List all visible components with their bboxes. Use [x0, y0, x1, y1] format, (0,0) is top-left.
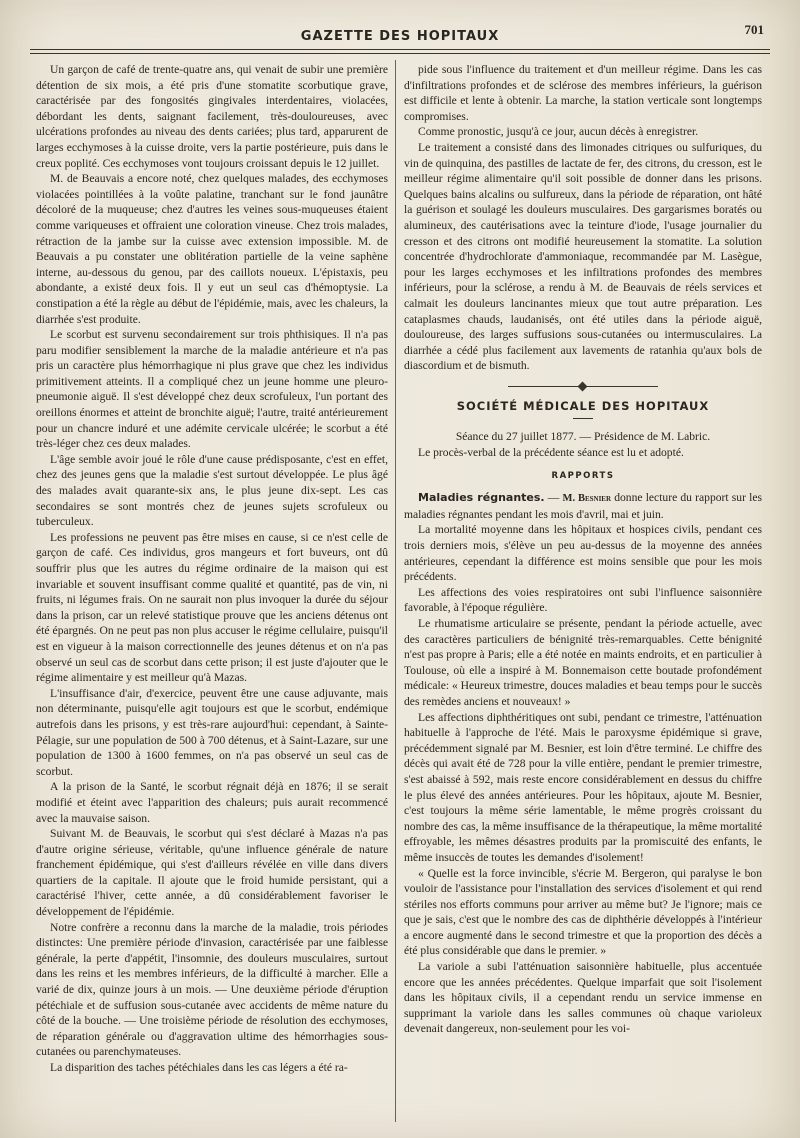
paragraph: Notre confrère a reconnu dans la marche de la maladie, trois périodes distinctes: Une première période d'invasion, caractérisée par une faiblesse générale, la perte d'appétit, l'insomnie, des douleurs musculaires, surtout dans les reins et les membres inférieurs, de la difficulté à marcher. Elle a varié de dix, quinze jours à un mois. — Une deuxième période d'éruption pétéchiale et de suffusion sous-cutanée avec accidents de même nature du côté de la bouche. — Une troisième période de résolution des ecchymoses, de réparation générale ou d'aggravation ultime des hémorrhagies sous-cutanées ou parenchymateuses.	[36, 920, 388, 1059]
section-separator	[508, 383, 658, 389]
paragraph: L'insuffisance d'air, d'exercice, peuvent être une cause adjuvante, mais non déterminante, puisqu'elle agit toujours est que le scorbut, endémique autrefois dans les prisons, y est très-rare aujourd'hui: cependant, à Sainte-Pélagie, sur une population de 500 à 700 détenus, et à Saint-Lazare, sur une population de 1300 à 1600 femmes, on n'a pas observé un seul cas de scorbut.	[36, 686, 388, 778]
paragraph: Comme pronostic, jusqu'à ce jour, aucun décès à enregistrer.	[418, 125, 699, 139]
paragraph: M. de Beauvais a encore noté, chez quelques malades, des ecchymoses violacées pointillées à la voûte palatine, tranchant sur le fond jaunâtre décoloré de la muqueuse; chez d'autres les veines sous-muqueuses étaient comme variqueuses et offraient une coloration vineuse. Chez trois malades, rétraction de la jambe sur la cuisse avec extension impossible. M. de Beauvais a pu constater une oblitération partielle de la veine saphène interne, au-dessous du genou, par des caillots noueux. L'épistaxis, peu abondante, a existé deux fois. Il y eut un seul cas d'hémoptysie. La constipation a été la règle au début de l'épidémie, mais, avec les chaleurs, la diarrhée s'est produite.	[36, 172, 388, 326]
paragraph: Le traitement a consisté dans des limonades citriques ou sulfuriques, du vin de quinquina, des pastilles de lactate de fer, des citrons, du cresson, est le meilleur régime alimentaire qu'il soit possible de donner dans les prisons. Quelques bains alcalins ou sulfureux, dans la période de réparation, ont hâté la guérison et soulagé les douleurs musculaires. Des gargarismes boratés ou alumineux, des cautérisations avec la teinture d'iode, l'usage journalier du cresson et des citrons ont modifié heureusement la stomatite. La solution concentrée d'hydrochlorate d'ammoniaque, recommandée par M. Lasègue, pour les larges ecchymoses et les infiltrations profondes des membres inférieurs, pour la sclérose, a rendu à M. de Beauvais de réels services et calmait les douleurs lancinantes mieux que tout autre préparation. Les cataplasmes chauds, laudanisés, ont été utiles dans la période aiguë, douloureuse, des larges suffusions sous-cutanées ou intermusculaires. La diarrhée a cédé plus facilement aux lavements de ratanhia qu'aux bols de diascordium et de bismuth.	[404, 140, 762, 373]
paragraph: Un garçon de café de trente-quatre ans, qui venait de subir une première détention de six mois, a été pris d'une stomatite scorbutique grave, caractérisée par des fongosités gingivales interdentaires, violacées, débordant les dents, saignant facilement, très-douloureuses, avec ulcérations profondes au niveau des dents cariées; plus tard, apparurent de larges ecchymoses à la cuisse droite, vers la partie postérieure, puis dans le creux poplité. Ces ecchymoses vont toujours croissant depuis le 12 juillet.	[36, 63, 388, 170]
paragraph: L'âge semble avoir joué le rôle d'une cause prédisposante, c'est en effet, chez des jeunes gens que la maladie s'est surtout développée. Le plus âgé des malades avait quarante-six ans, le plus jeune dix-sept. Les cas secondaires se sont montrés chez de jeunes sujets scrofuleux ou tuberculeux.	[36, 452, 388, 529]
column-divider	[395, 60, 396, 1122]
reports-heading: RAPPORTS	[551, 470, 615, 481]
left-column	[36, 62, 388, 1122]
right-column	[404, 62, 762, 1122]
paragraph: La variole a subi l'atténuation saisonnière habituelle, plus accentuée encore que les années précédentes. Quelque imparfait que soit l'isolement dans les hôpitaux civils, il a cependant rendu un service immense en supprimant la variole dans les salles communes où chaque varioleux devenait dangereux, non-seulement pour les voi-	[404, 960, 762, 1036]
header-rule-thin	[30, 53, 770, 54]
paragraph: Les affections diphthéritiques ont subi, pendant ce trimestre, l'atténuation habituelle à l'approche de l'été. Mais le paroxysme épidémique si grave, précédemment signalé par M. Besnier, est loin d'être terminé. Le chiffre des décès qui avait été de 728 pour la ville entière, pendant le premier trimestre, s'est abaissé à 592, mais reste encore considérablement en dessus du chiffre le plus élevé des années antérieures. Pour les hôpitaux, ajoute M. Besnier, c'est toujours la même série lamentable, le même progrès croissant du nombre des cas, la même insuffisance de la thérapeutique, la même mortalité effroyable, les mêmes désastres produits par la promiscuité des enfants, le même insuccès de toutes les demandes d'isolement!	[404, 710, 762, 864]
paragraph: Les professions ne peuvent pas être mises en cause, si ce n'est celle de garçon de café. Ces individus, gros mangeurs et fort buveurs, ont dû souffrir plus que les autres du régime ordinaire de la maison qui est invariable et souvent insuffisant comme qualité et quantité, pas de vin, ni fruits, ni légumes frais. On ne saurait non plus invoquer la durée du séjour dans la prison, car un relevé statistique prouve que les anciens détenus ont été épargnés. On ne peut pas non plus accuser le régime cellulaire, puisqu'il est en vigueur à la maison correctionnelle des jeunes détenus et on n'a pas observé un seul cas de scorbut dans cette prison; il est juste d'ajouter que le régime alimentaire y est meilleur qu'à Mazas.	[36, 530, 388, 685]
topic-lead: donne lecture du rapport sur les maladies régnantes pendant les mois d'avril, mai et juin.	[404, 491, 762, 521]
paragraph: « Quelle est la force invincible, s'écrie M. Bergeron, qui paralyse le bon vouloir de l'assistance pour l'installation des services d'isolement et qui rend stériles nos efforts communs pour arriver au même but? Je l'ignore; mais ce que je sais, c'est que le nombre des cas de diphthérie développés à l'intérieur a encore augmenté dans le second trimestre et que la proportion des décès a été plus considérable que dans le premier. »	[404, 866, 762, 958]
paragraph: pide sous l'influence du traitement et d'un meilleur régime. Dans les cas d'infiltrations profondes et de sclérose des membres inférieurs, la guérison est difficile et lente à obtenir. La marche, la station verticale sont longtemps compromises.	[404, 63, 762, 123]
page-header	[30, 22, 770, 52]
paragraph: La mortalité moyenne dans les hôpitaux et hospices civils, pendant ces trois derniers mois, s'élève un peu au-dessus de la moyenne des années antérieures, cependant la différence est moins sensible que pour les mois précédents.	[404, 523, 762, 584]
speaker-name: M. Besnier	[562, 493, 612, 505]
session-line: Séance du 27 juillet 1877. — Présidence de M. Labric.	[455, 430, 711, 444]
minutes-line: Le procès-verbal de la précédente séance est lu et adopté.	[418, 446, 684, 460]
page-number: 701	[744, 22, 764, 37]
header-rule	[30, 49, 770, 50]
paragraph: Le rhumatisme articulaire se présente, pendant la période actuelle, avec des caractères particuliers de bénignité très-remarquables. Cette bénignité n'est pas propre à Paris; elle a été notée en maints endroits, et en particulier à Toulouse, où elle a inspiré à M. Bonnemaison cette boutade profondément médicale: « Heureux trimestre, douces maladies et beau temps pour le succès des remèdes anciens et nouveaux! »	[404, 617, 762, 708]
paragraph: Les affections des voies respiratoires ont subi l'influence saisonnière favorable, à l'époque régulière.	[404, 585, 762, 615]
title-dash	[573, 418, 593, 419]
paragraph: Suivant M. de Beauvais, le scorbut qui s'est déclaré à Mazas n'a pas d'autre origine sérieuse, véritable, qu'une influence générale de nature franchement épidémique, qui s'est d'ailleurs révélée en ville dans divers quartiers de la capitale. Il ajoute que le froid humide persistant, qui a caractérisé l'hiver, cette année, a dû considérablement favoriser le développement de l'épidémie.	[36, 827, 388, 919]
journal-title: GAZETTE DES HOPITAUX	[300, 29, 500, 44]
topic-paragraph: Maladies régnantes. — M. Besnier donne lecture du rapport sur les maladies régnantes pendant les mois d'avril, mai et juin.	[404, 491, 762, 521]
section-title: SOCIÉTÉ MÉDICALE DES HOPITAUX	[456, 398, 710, 413]
topic-title: Maladies régnantes.	[418, 491, 545, 505]
paragraph: Le scorbut est survenu secondairement sur trois phthisiques. Il n'a pas paru modifier sensiblement la marche de la maladie antérieure et n'a pas pris un caractère plus hémorrhagique ni plus grave que chez les individus primitivement atteints. Il a compliqué chez un jeune homme une pleuro-pneumonie aiguë. Il s'est développé chez deux scrofuleux, l'un portant des oreillons énormes et atteint de bronchite aiguë; l'autre, traité antérieurement pour un chancre induré et une adémite cervicale ulcérée; le scorbut a été très-léger chez ces deux malades.	[36, 328, 388, 451]
paragraph: A la prison de la Santé, le scorbut régnait déjà en 1876; il se serait modifié et éteint avec l'apparition des chaleurs; puis aurait recommencé avec la mauvaise saison.	[36, 780, 388, 825]
paragraph: La disparition des taches pétéchiales dans les cas légers a été ra-	[50, 1061, 348, 1074]
